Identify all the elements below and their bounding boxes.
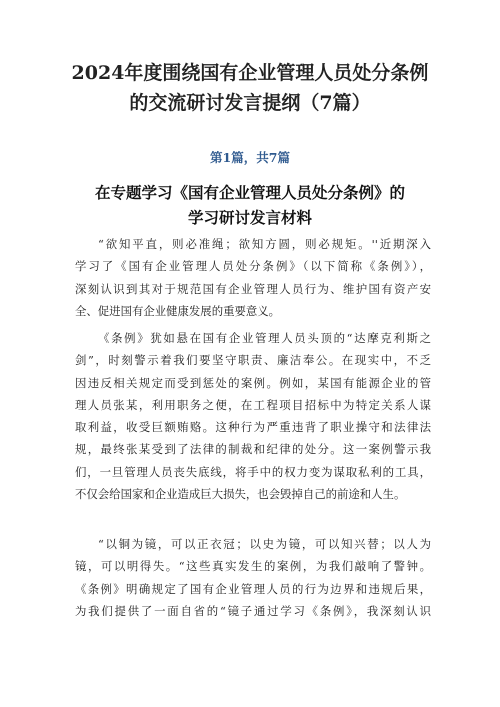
paragraph-line: 《条例》犹如悬在国有企业管理人员头顶的“达摩克利斯之 (98, 331, 431, 345)
chapter-label: 第1篇，共7篇 (210, 150, 290, 165)
section-title-line-2: 学习研讨发言材料 (187, 209, 312, 227)
body-paragraph (75, 327, 431, 505)
paragraph-line: 规，最终张某受到了法律的制裁和纪律的处分。这一案例警示我 (75, 442, 431, 457)
paragraph-line: 为我们提供了一面自省的“镜子通过学习《条例》，我深刻认识 (75, 603, 431, 618)
section-title-line-1: 在专题学习《国有企业管理人员处分条例》的 (94, 184, 405, 202)
paragraph-line: “以铜为镜，可以正衣冠；以史为镜，可以知兴替；以人为 (98, 537, 431, 551)
paragraph-line: 学习了《国有企业管理人员处分条例》（以下简称《条例》）， (75, 259, 431, 274)
body-paragraph (75, 233, 431, 322)
paragraph-line: 理人员张某，利用职务之便，在工程项目招标中为特定关系人谋 (75, 397, 431, 412)
paragraph-line: 《条例》明确规定了国有企业管理人员的行为边界和违规后果， (75, 581, 431, 596)
document-title-line-2: 的交流研讨发言提纲（7篇） (129, 92, 371, 114)
document-title-line-1: 2024年度围绕国有企业管理人员处分条例 (71, 62, 429, 84)
paragraph-line: 深刻认识到其对于规范国有企业管理人员行为、维护国有资产安 (75, 281, 431, 296)
paragraph-line: 因违反相关规定而受到惩处的案例。例如，某国有能源企业的管 (75, 375, 431, 390)
paragraph-line: 镜，可以明得失。“这些真实发生的案例，为我们敲响了警钟。 (75, 559, 431, 574)
body-paragraph (75, 533, 431, 622)
paragraph-line: 们，一旦管理人员丧失底线，将手中的权力变为谋取私利的工具， (75, 464, 431, 479)
paragraph-line: “欲知平直，则必准绳；欲知方圆，则必规矩。''近期深入 (98, 237, 431, 251)
paragraph-line: 剑”，时刻警示着我们要坚守职责、廉洁奉公。在现实中，不乏 (75, 353, 431, 368)
paragraph-line: 不仅会给国家和企业造成巨大损失，也会毁掉自己的前途和人生。 (75, 487, 406, 502)
paragraph-line: 取利益，收受巨额贿赂。这种行为严重违背了职业操守和法律法 (75, 420, 431, 435)
paragraph-line: 全、促进国有企业健康发展的重要意义。 (75, 303, 281, 318)
